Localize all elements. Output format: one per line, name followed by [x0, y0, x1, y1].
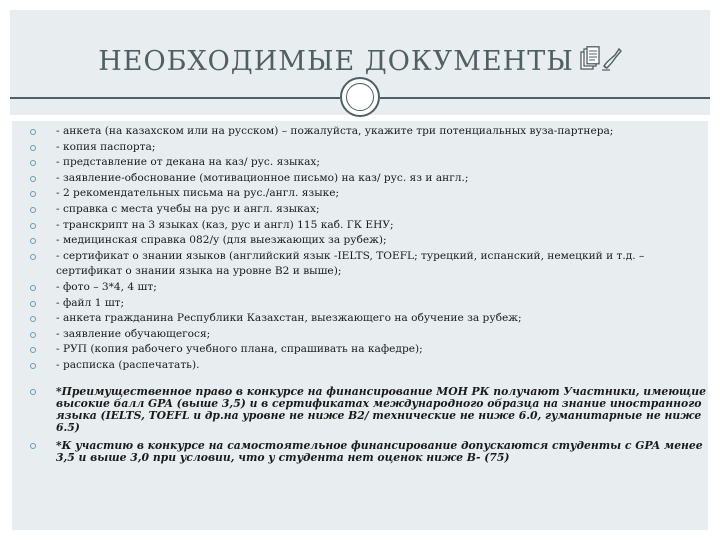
list-item: - представление от декана на каз/ рус. языках;	[18, 155, 708, 171]
list-item: - анкета (на казахском или на русском) – пожалуйста, укажите три потенциальных вуза-партнера;	[18, 124, 708, 140]
page-title-container	[10, 46, 710, 79]
bullet-icon	[30, 316, 36, 322]
bullet-icon	[30, 145, 36, 151]
bullet-icon	[30, 207, 36, 213]
bullet-icon	[30, 389, 36, 395]
list-item: - сертификат о знании языков (английский язык -IELTS, TOEFL; турецкий, испанский, немецкий и т.д. – сертификат о знании языка на уровне В2 и выше);	[18, 249, 708, 280]
bullet-icon	[30, 160, 36, 166]
documents-list	[18, 124, 708, 374]
list-item: - медицинская справка 082/у (для выезжающих за рубеж);	[18, 233, 708, 249]
bullet-icon	[30, 301, 36, 307]
list-item: - справка с места учебы на рус и англ. языках;	[18, 202, 708, 218]
title-icons	[580, 46, 622, 79]
list-item: - транскрипт на 3 языках (каз, рус и англ) 115 каб. ГК ЕНУ;	[18, 218, 708, 234]
bullet-icon	[30, 285, 36, 291]
page-title: НЕОБХОДИМЫЕ ДОКУМЕНТЫ	[98, 46, 574, 77]
list-item: - заявление-обоснование (мотивационное письмо) на каз/ рус. яз и англ.;	[18, 171, 708, 187]
list-item: - анкета гражданина Республики Казахстан, выезжающего на обучение за рубеж;	[18, 311, 708, 327]
divider-right	[380, 97, 710, 99]
documents-icon	[580, 46, 622, 72]
note-item: *Преимущественное право в конкурсе на финансирование МОН РК получают Участники, имеющие высокие балл GPA (выше 3,5) и в сертификатах международного образца на знание иностранного языка (IELTS, TOEFL и др.на уровне не ниже B2/ технические не ниже 6.0, гуманитарные не ниже 6.5)	[18, 386, 708, 434]
bullet-icon	[30, 443, 36, 449]
list-item: - заявление обучающегося;	[18, 327, 708, 343]
list-item: - 2 рекомендательных письма на рус./англ. языке;	[18, 186, 708, 202]
divider-ornament	[340, 77, 380, 117]
bullet-icon	[30, 363, 36, 369]
bullet-icon	[30, 347, 36, 353]
list-item: - расписка (распечатать).	[18, 358, 708, 374]
note-item: *К участию в конкурсе на самостоятельное финансирование допускаются студенты с GPA менее 3,5 и выше 3,0 при условии, что у студента нет оценок ниже B- (75)	[18, 440, 708, 464]
bullet-icon	[30, 129, 36, 135]
bullet-icon	[30, 223, 36, 229]
list-item: - копия паспорта;	[18, 140, 708, 156]
list-item: - фото – 3*4, 4 шт;	[18, 280, 708, 296]
bullet-icon	[30, 254, 36, 260]
writing-hand-icon	[602, 49, 621, 70]
notes-list	[18, 386, 708, 470]
divider-left	[10, 97, 340, 99]
list-item: - РУП (копия рабочего учебного плана, спрашивать на кафедре);	[18, 342, 708, 358]
bullet-icon	[30, 176, 36, 182]
list-item: - файл 1 шт;	[18, 296, 708, 312]
bullet-icon	[30, 332, 36, 338]
bullet-icon	[30, 238, 36, 244]
bullet-icon	[30, 191, 36, 197]
